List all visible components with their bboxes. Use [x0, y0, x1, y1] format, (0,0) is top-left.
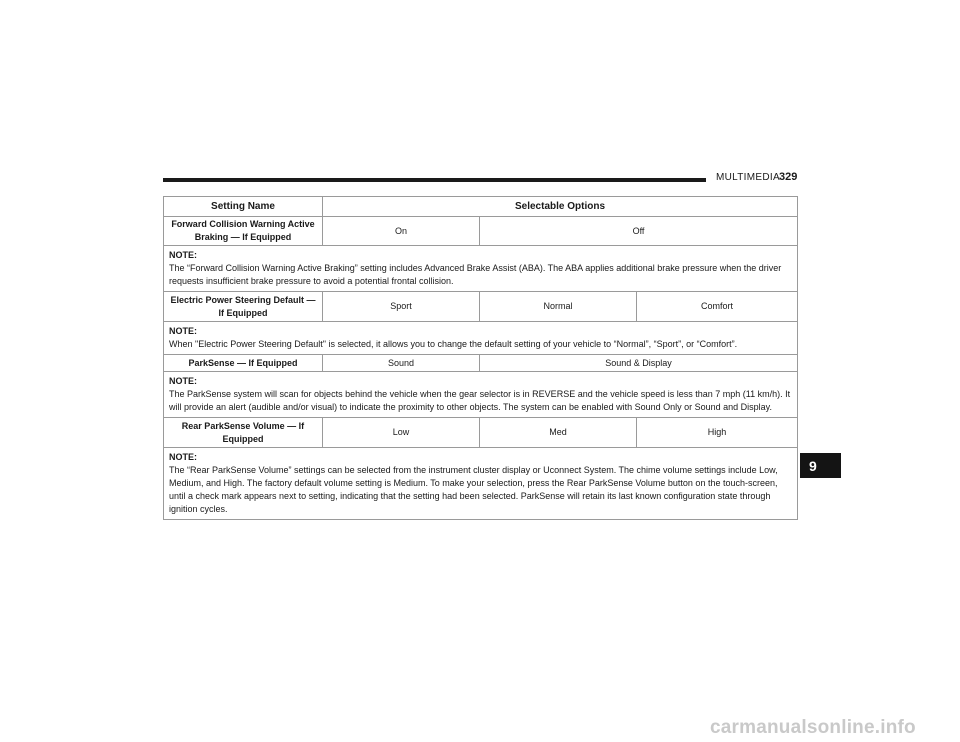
watermark: carmanualsonline.info	[710, 717, 916, 738]
note-label: NOTE:	[169, 326, 197, 336]
option-med: Med	[480, 418, 637, 448]
page-number: 329	[779, 171, 798, 183]
note-text: The “Rear ParkSense Volume” settings can be selected from the instrument cluster display or Uconnect System. The chime volume settings include Low, Medium, and High. The factory default volume setting is Medium. To make your selection, press the Rear ParkSense Volume button on the touch-screen, until a check mark appears next to setting, indicating that the setting had been selected. ParkSense will retain its last known configuration state through ignition cycles.	[169, 465, 778, 514]
note-row	[164, 372, 798, 418]
table-header-row	[164, 197, 798, 217]
note-label: NOTE:	[169, 452, 197, 462]
option-sound: Sound	[323, 355, 480, 372]
option-on: On	[323, 217, 480, 246]
note-text: When "Electric Power Steering Default" is selected, it allows you to change the default setting of your vehicle to “Normal”, “Sport”, or “Comfort”.	[169, 339, 738, 349]
setting-name-rear-parksense-volume: Rear ParkSense Volume — If Equipped	[164, 418, 323, 448]
settings-table	[163, 196, 798, 520]
table-row	[164, 355, 798, 372]
header-rule	[163, 178, 706, 182]
option-sport: Sport	[323, 292, 480, 322]
note-text: The ParkSense system will scan for objects behind the vehicle when the gear selector is in REVERSE and the vehicle speed is less than 7 mph (11 km/h). It will provide an alert (audible and/or visual) to indicate the proximity to other objects. The system can be enabled with Sound Only or Sound and Display.	[169, 389, 791, 412]
setting-name-parksense: ParkSense — If Equipped	[164, 355, 323, 372]
note-row	[164, 448, 798, 520]
note-row	[164, 246, 798, 292]
option-comfort: Comfort	[637, 292, 798, 322]
note-power-steering	[164, 322, 798, 355]
option-sound-display: Sound & Display	[480, 355, 798, 372]
note-text: The “Forward Collision Warning Active Braking” setting includes Advanced Brake Assist (ABA). The ABA applies additional brake pressure when the driver requests insufficient brake pressure to avoid a potential frontal collision.	[169, 263, 782, 286]
option-normal: Normal	[480, 292, 637, 322]
option-off: Off	[480, 217, 798, 246]
chapter-tab: 9	[800, 453, 841, 478]
table-row	[164, 217, 798, 246]
note-rear-parksense-volume	[164, 448, 798, 520]
header-selectable-options: Selectable Options	[323, 197, 798, 217]
option-high: High	[637, 418, 798, 448]
header-setting-name: Setting Name	[164, 197, 323, 217]
table-row	[164, 418, 798, 448]
setting-name-power-steering: Electric Power Steering Default — If Equipped	[164, 292, 323, 322]
note-row	[164, 322, 798, 355]
section-title: MULTIMEDIA	[716, 172, 780, 183]
table-row	[164, 292, 798, 322]
note-forward-collision	[164, 246, 798, 292]
note-label: NOTE:	[169, 250, 197, 260]
note-label: NOTE:	[169, 376, 197, 386]
setting-name-forward-collision: Forward Collision Warning Active Braking — If Equipped	[164, 217, 323, 246]
note-parksense	[164, 372, 798, 418]
option-low: Low	[323, 418, 480, 448]
